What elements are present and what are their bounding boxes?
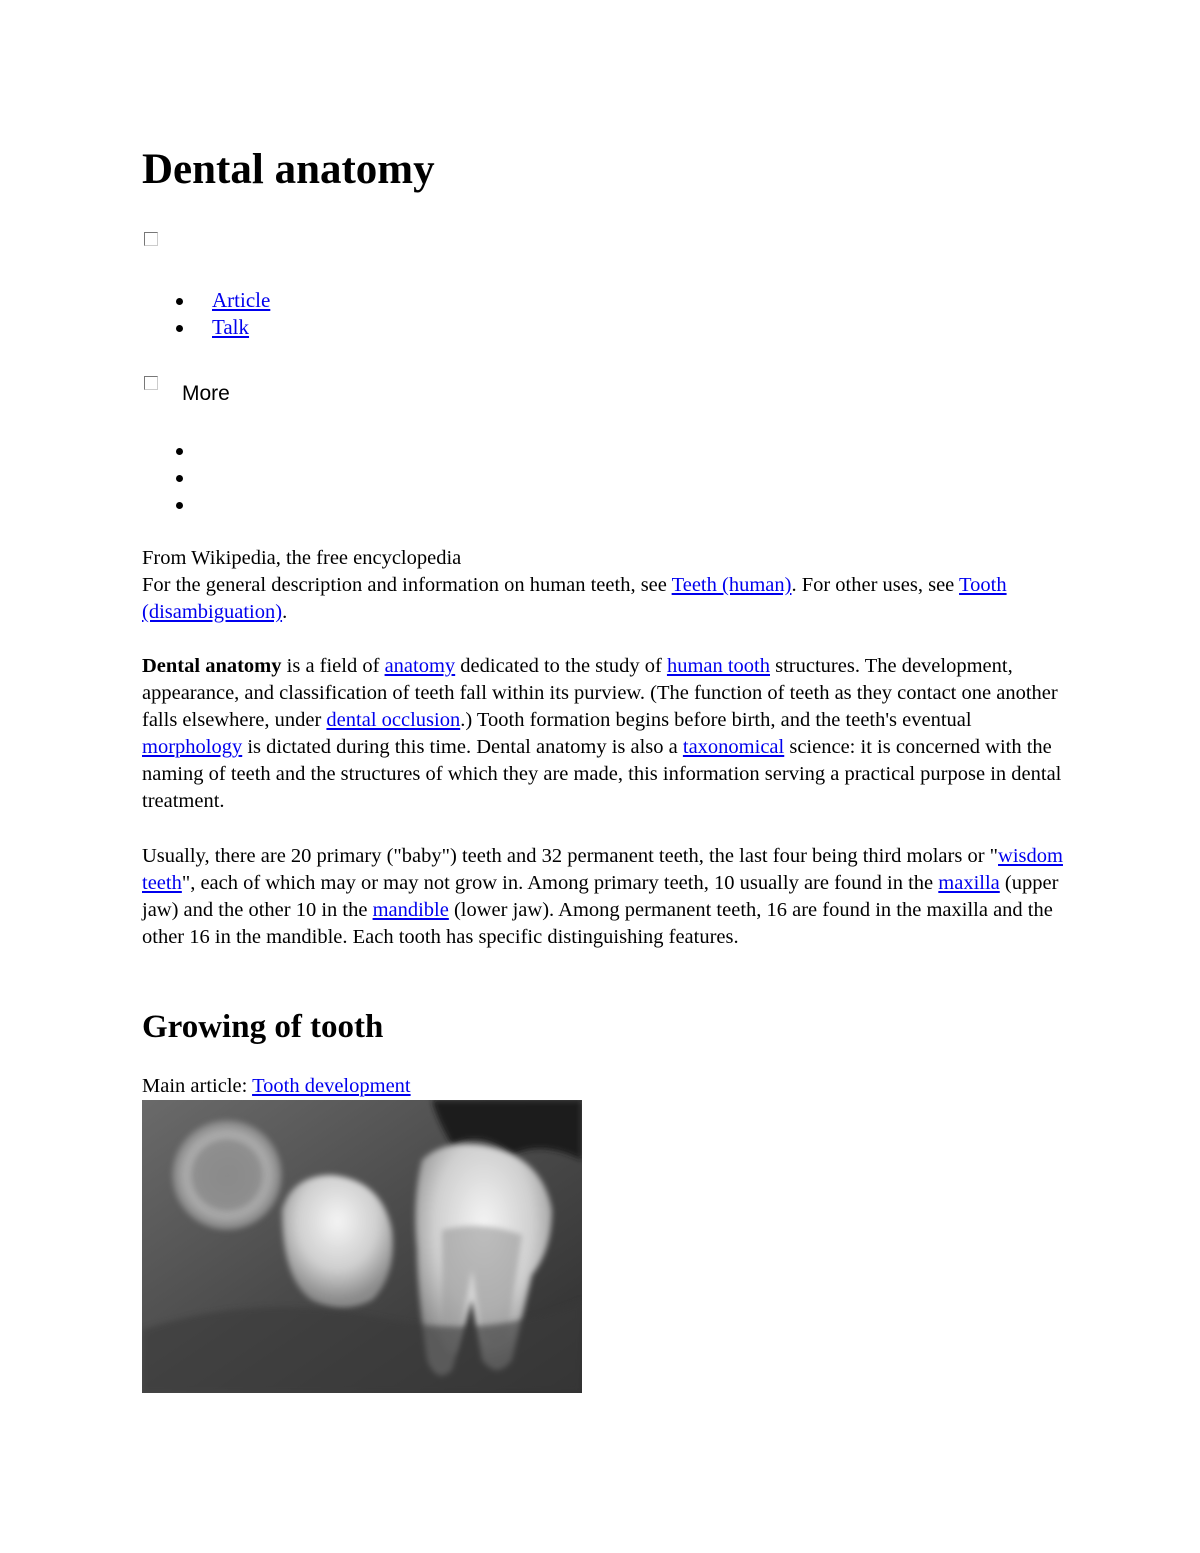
paragraph-text: ", each of which may or may not grow in. Among primary teeth, 10 usually are found in the: [181, 872, 939, 894]
mandible-link[interactable]: mandible: [372, 899, 449, 921]
teeth-count-paragraph: [142, 843, 1067, 951]
namespace-tabs: [142, 287, 542, 341]
bullet-icon: [176, 502, 183, 509]
more-menu-list: [142, 437, 242, 518]
hatnote: [142, 572, 1067, 626]
page-title: Dental anatomy: [142, 146, 435, 193]
hatnote-text: .: [282, 601, 288, 623]
tab-talk-link[interactable]: Talk: [212, 315, 250, 339]
paragraph-text: Usually, there are 20 primary ("baby") teeth and 32 permanent teeth, the last four being third molars or ": [142, 845, 999, 867]
taxonomical-link[interactable]: taxonomical: [682, 736, 785, 758]
paragraph-text: (upper jaw) and the other 10 in the: [142, 872, 1059, 921]
xray-graphic: [142, 1100, 582, 1393]
maxilla-link[interactable]: maxilla: [938, 872, 1000, 894]
bullet-icon: [176, 475, 183, 482]
human-tooth-link[interactable]: human tooth: [666, 655, 770, 677]
morphology-link[interactable]: morphology: [142, 736, 243, 758]
paragraph-text: (lower jaw). Among permanent teeth, 16 are found in the maxilla and the other 16 in the mandible. Each tooth has specific distinguishing features.: [142, 899, 1053, 948]
more-menu-item[interactable]: [142, 437, 242, 464]
wisdom-teeth-link[interactable]: wisdom teeth: [142, 845, 1063, 894]
more-menu-checkbox[interactable]: [144, 376, 158, 390]
tab-talk: [142, 314, 542, 341]
menu-toggle-checkbox[interactable]: [144, 232, 158, 246]
section-heading: Growing of tooth: [142, 1009, 384, 1045]
more-menu-label[interactable]: More: [182, 382, 230, 405]
bullet-icon: [176, 448, 183, 455]
dental-occlusion-link[interactable]: dental occlusion: [326, 709, 461, 731]
main-article-note: [142, 1073, 1067, 1100]
tooth-disambiguation-link[interactable]: Tooth (disambiguation): [142, 574, 1007, 623]
paragraph-text: dedicated to the study of: [455, 655, 667, 677]
paragraph-text: is a field of: [281, 655, 385, 677]
paragraph-text: is dictated during this time. Dental anatomy is also a: [242, 736, 683, 758]
paragraph-text: .) Tooth formation begins before birth, and the teeth's eventual: [460, 709, 972, 731]
hatnote-text: For the general description and information on human teeth, see: [142, 574, 672, 596]
teeth-human-link[interactable]: Teeth (human): [671, 574, 792, 596]
tagline: From Wikipedia, the free encyclopedia: [142, 547, 462, 569]
more-menu-item[interactable]: [142, 464, 242, 491]
bold-term: Dental anatomy: [142, 655, 282, 677]
tab-article-link[interactable]: Article: [212, 288, 271, 312]
paragraph-text: structures. The development, appearance, and classification of teeth fall within its purview. (The function of teeth as they contact one another falls elsewhere, under: [142, 655, 1058, 731]
bullet-icon: [176, 298, 183, 305]
dental-xray-image: [142, 1100, 582, 1393]
tooth-development-link[interactable]: Tooth development: [252, 1075, 411, 1097]
tab-article: [142, 287, 542, 314]
bullet-icon: [176, 325, 183, 332]
anatomy-link[interactable]: anatomy: [384, 655, 456, 677]
paragraph-text: science: it is concerned with the naming of teeth and the structures of which they are made, this information serving a practical purpose in dental treatment.: [142, 736, 1062, 812]
hatnote-text: . For other uses, see: [791, 574, 960, 596]
main-article-label: Main article:: [142, 1075, 253, 1097]
more-menu-item[interactable]: [142, 491, 242, 518]
intro-paragraph: [142, 653, 1067, 815]
